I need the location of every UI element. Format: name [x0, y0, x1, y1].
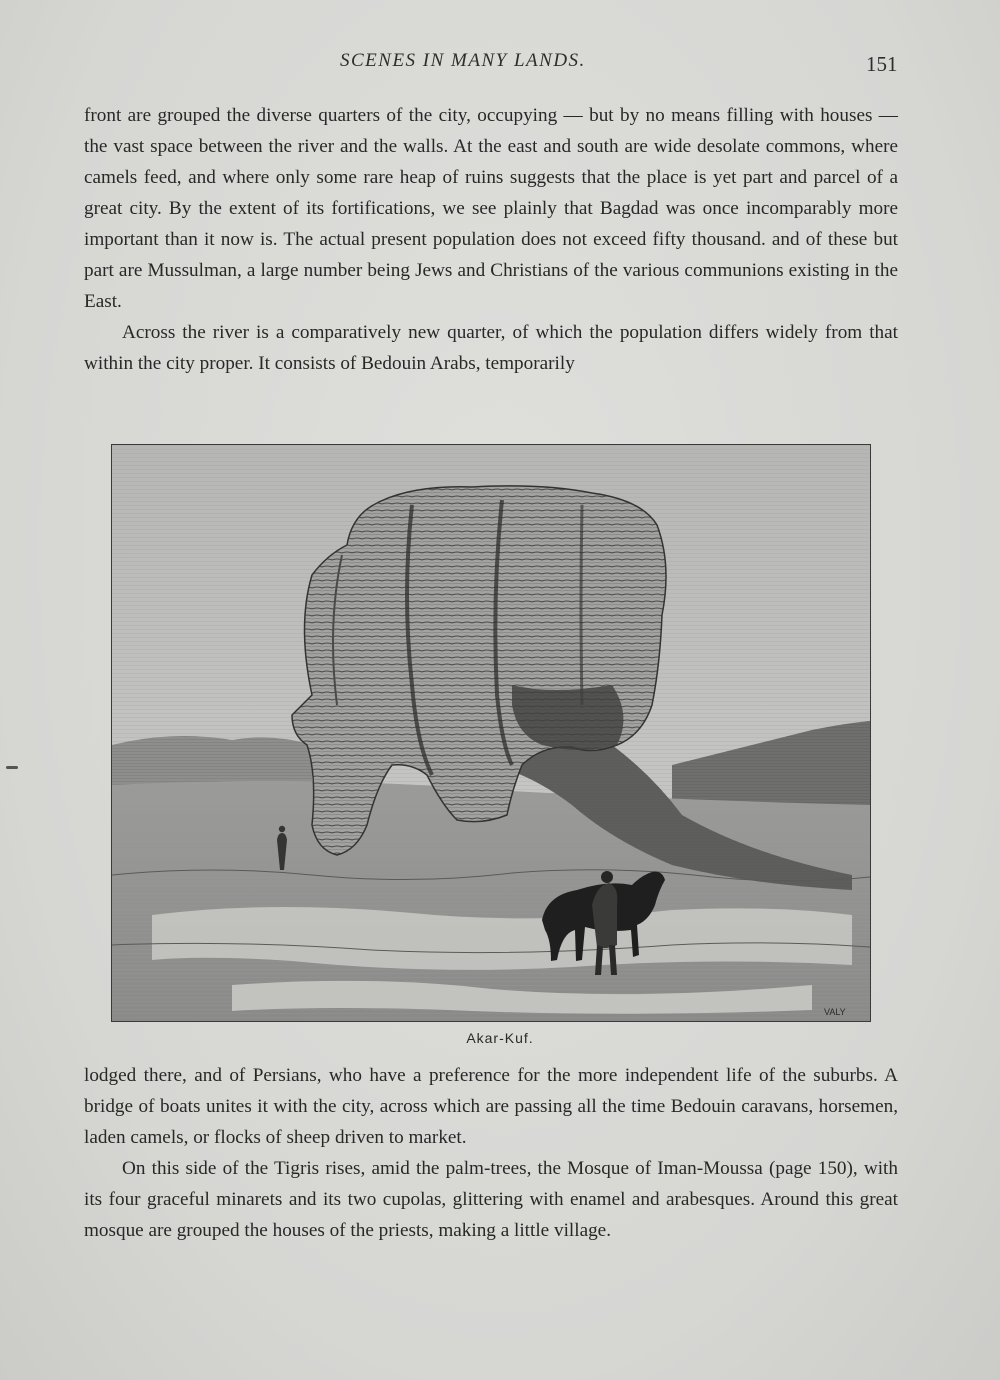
engraving-illustration [111, 444, 871, 1022]
running-title: SCENES IN MANY LANDS. [340, 50, 586, 71]
text-block-top [84, 100, 898, 379]
page-number: 151 [866, 52, 898, 76]
paragraph: lodged there, and of Persians, who have a preference for the more independent life of the suburbs. A bridge of boats unites it with the city, across which are passing all the time Bedouin caravans, horsemen, laden camels, or flocks of sheep driven to market. [84, 1065, 898, 1148]
text-block-bottom [84, 1060, 898, 1246]
margin-mark [6, 766, 18, 769]
running-head [0, 48, 1000, 78]
paragraph: On this side of the Tigris rises, amid the palm-trees, the Mosque of Iman-Moussa (page 150), with its four graceful minarets and its two cupolas, glittering with enamel and arabesques. Around this great mosque are grouped the houses of the priests, making a little village. [84, 1158, 898, 1241]
paragraph: front are grouped the diverse quarters of the city, occupying — but by no means filling with houses — the vast space between the river and the walls. At the east and south are wide desolate commons, where camels feed, and where only some rare heap of ruins suggests that the place is yet part and parcel of a great city. By the extent of its fortifications, we see plainly that Bagdad was once incomparably more important than it now is. The actual present population does not exceed fifty thousand. and of these but part are Mussulman, a large number being Jews and Christians of the various communions existing in the East. [84, 105, 898, 312]
paragraph: Across the river is a comparatively new quarter, of which the population differs widely from that within the city proper. It consists of Bedouin Arabs, temporarily [84, 322, 898, 374]
engraver-signature: VALY [824, 1007, 846, 1017]
figure-caption: Akar-Kuf. [466, 1030, 534, 1046]
